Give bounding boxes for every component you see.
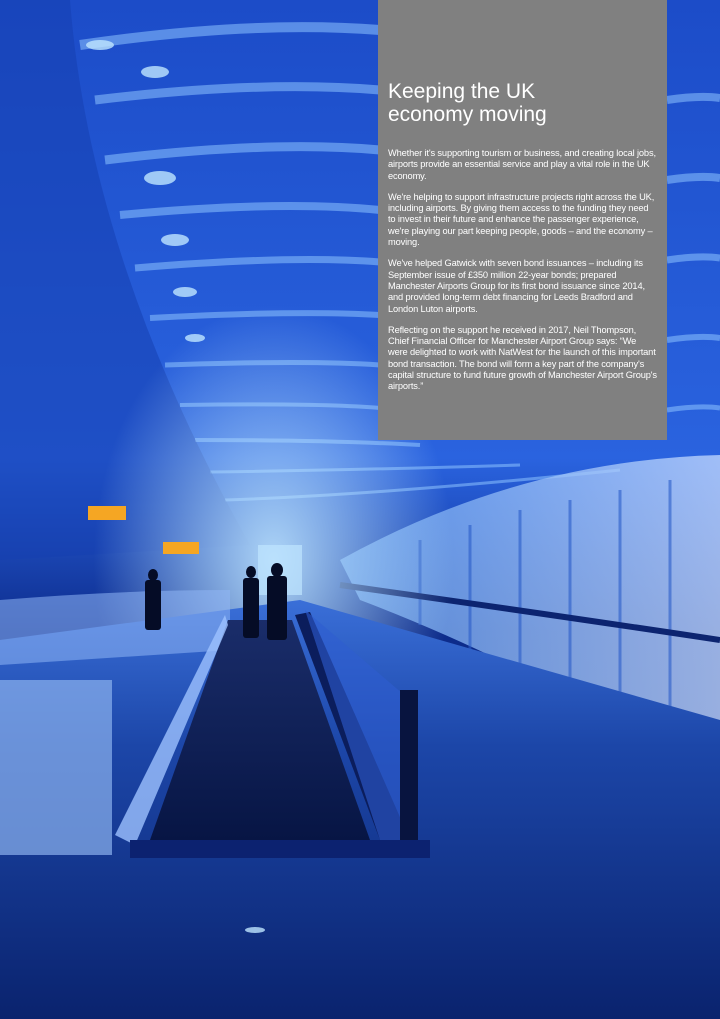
article-title (388, 80, 657, 126)
paragraph-intro: Whether it's supporting tourism or business, and creating local jobs, airports provide an essential service and play a vital role in the UK economy. (388, 148, 656, 181)
article-title-line1: Keeping the UK (388, 80, 536, 103)
floor-light-reflection (245, 927, 265, 933)
paragraph-infrastructure: We're helping to support infrastructure projects right across the UK, including airports. By giving them access to the funding they need to invest in their future and enhance the passenger experience, we're playing our part keeping people, goods – and the economy – moving. (388, 191, 655, 248)
walkway-base (130, 840, 430, 858)
paragraph-quote: Reflecting on the support he received in 2017, Neil Thompson, Chief Financial Officer for Manchester Airport Group says: “We were delighted to work with NatWest for the launch of this important bond transaction. The bond will form a key part of the company's capital structure to fund future growth of Manchester Airport Group's airports.” (388, 324, 657, 392)
paragraph-bonds: We've helped Gatwick with seven bond issuances – including its September issue of £350 million 22-year bonds; prepared Manchester Airports Group for its first bond issuance since 2014, and provided long-term debt financing for Leeds Bradford and London Luton airports. (388, 258, 645, 314)
sign-terminal-2 (163, 542, 199, 554)
walkway-left-block (0, 680, 112, 855)
sign-terminal-1 (88, 506, 126, 520)
walkway-right-post (400, 690, 418, 850)
text-panel (378, 0, 667, 440)
article-title-line2: economy moving (388, 103, 547, 126)
